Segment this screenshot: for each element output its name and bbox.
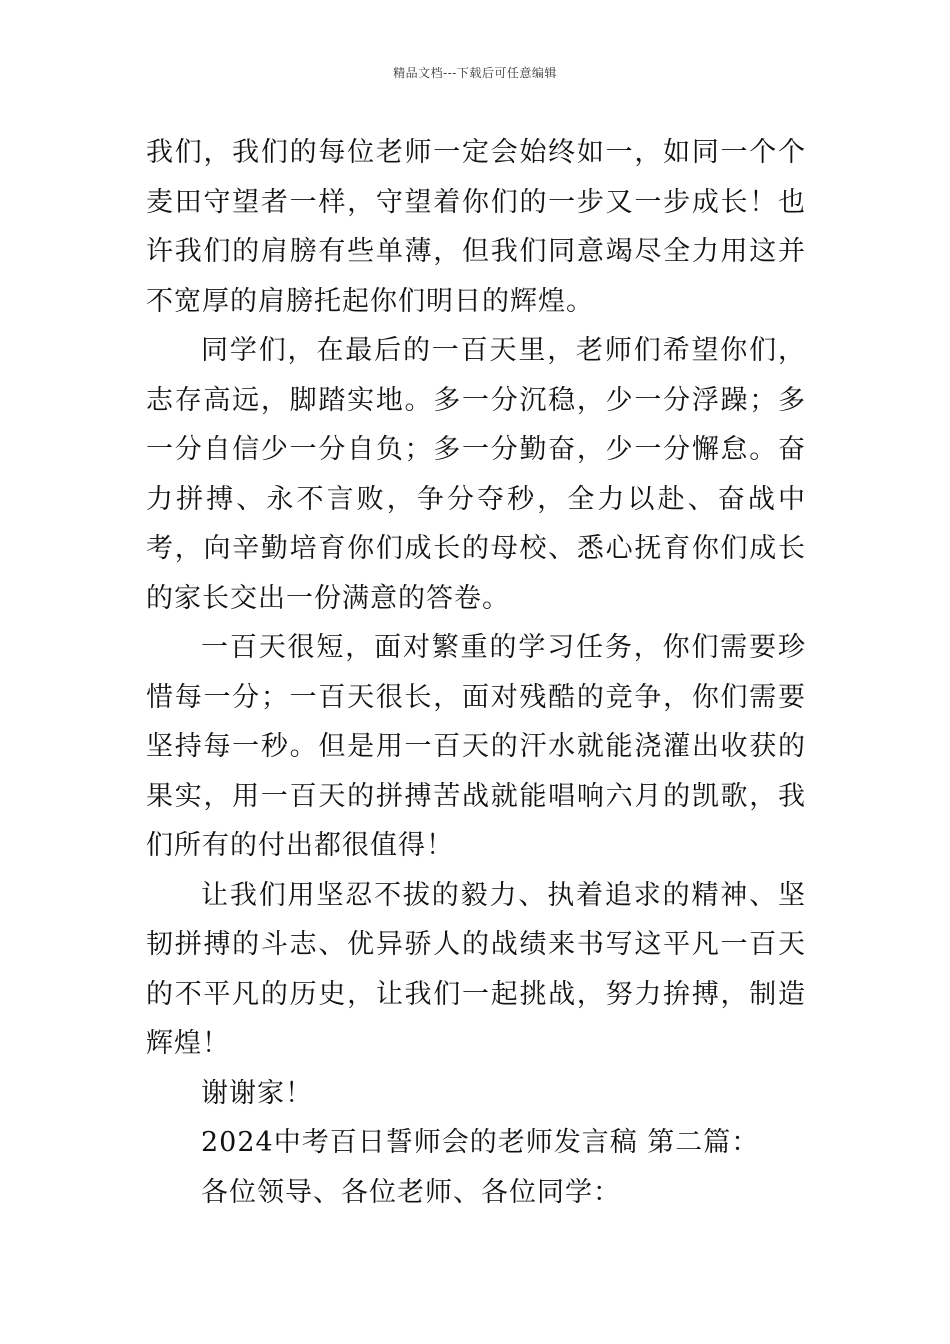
closing-thanks: 谢谢家！ [201, 1077, 313, 1109]
page-header: 精品文档---下载后可任意编辑 [393, 66, 557, 80]
document-body [146, 128, 806, 1217]
paragraph-3: 一百天很短，面对繁重的学习任务，你们需要珍惜每一分；一百天很长，面对残酷的竞争，你们需要坚持每一秒。但是用一百天的汗水就能浇灌出收获的果实，用一百天的拼搏苦战就能唱响六月的凯歌，我们所有的付出都很值得！ [146, 632, 806, 861]
salutation: 各位领导、各位老师、各位同学： [201, 1176, 621, 1208]
paragraph-2: 同学们，在最后的一百天里，老师们希望你们，志存高远，脚踏实地。多一分沉稳，少一分浮躁；多一分自信少一分自负；多一分勤奋，少一分懈怠。奋力拼搏、永不言败，争分夺秒，全力以赴、奋战中考，向辛勤培育你们成长的母校、悉心抚育你们成长的家长交出一份满意的答卷。 [146, 335, 806, 614]
paragraph-4: 让我们用坚忍不拔的毅力、执着追求的精神、坚韧拼搏的斗志、优异骄人的战绩来书写这平凡一百天的不平凡的历史，让我们一起挑战，努力拚搏，制造辉煌！ [146, 879, 806, 1059]
section-title: 2024中考百日誓师会的老师发言稿 第二篇： [201, 1127, 760, 1158]
paragraph-1: 我们，我们的每位老师一定会始终如一，如同一个个麦田守望者一样，守望着你们的一步又一步成长！也许我们的肩膀有些单薄，但我们同意竭尽全力用这并不宽厚的肩膀托起你们明日的辉煌。 [146, 137, 806, 317]
